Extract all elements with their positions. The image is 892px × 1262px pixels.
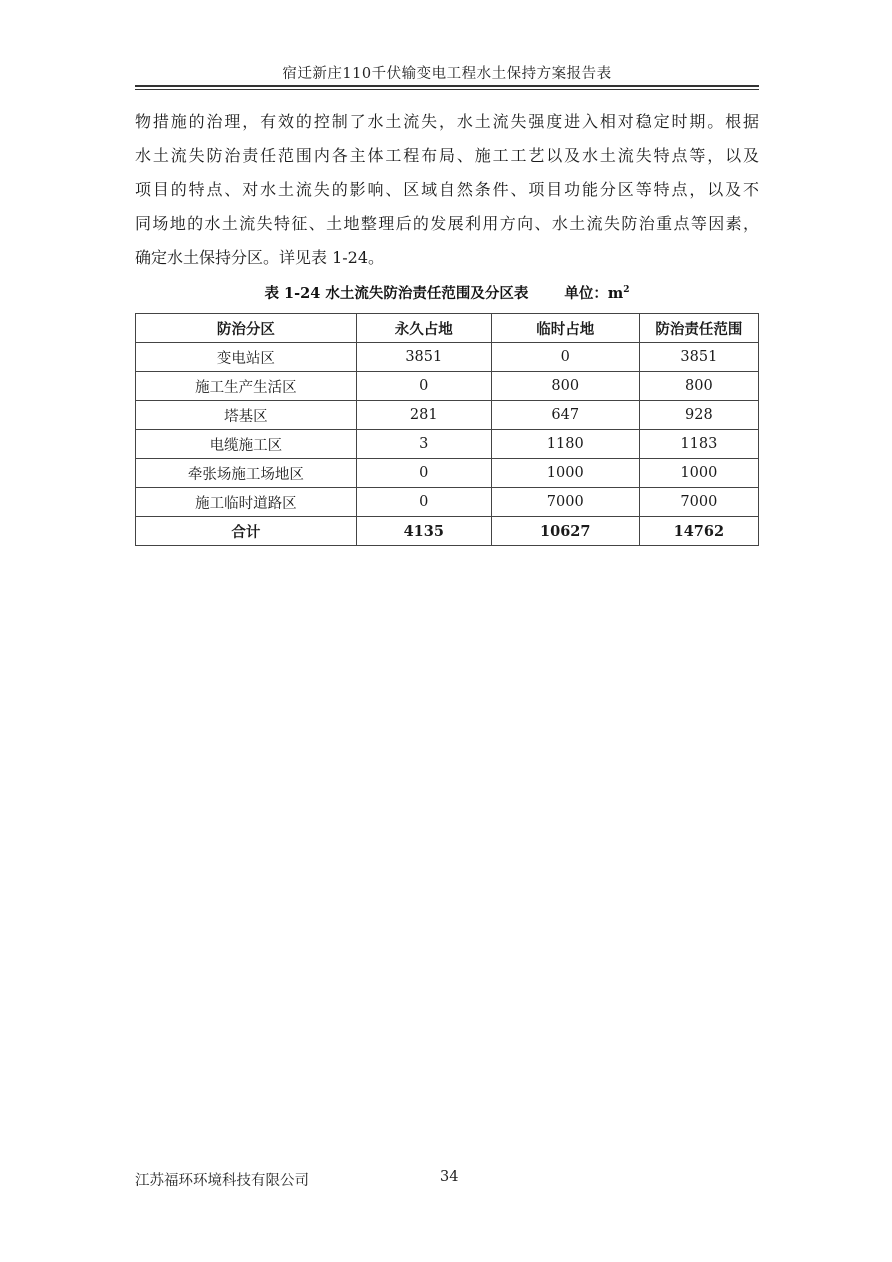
table-cell: 7000: [491, 488, 639, 517]
total-cell: 14762: [639, 517, 758, 546]
table-cell: 1000: [639, 459, 758, 488]
header-cell: 临时占地: [491, 314, 639, 343]
total-cell: 4135: [356, 517, 491, 546]
table-cell: 3851: [639, 343, 758, 372]
table-cell: 0: [356, 488, 491, 517]
table-title: 表 1-24 水土流失防治责任范围及分区表: [264, 285, 529, 302]
table-cell: 0: [491, 343, 639, 372]
paragraph-line: 同场地的水土流失特征、土地整理后的发展利用方向、水土流失防治重点等因素，: [135, 214, 759, 233]
table-row: [136, 401, 759, 430]
header-cell: 防治责任范围: [639, 314, 758, 343]
table-cell: 1000: [491, 459, 639, 488]
table-cell: 800: [639, 372, 758, 401]
table-header-row: [136, 314, 759, 343]
table-row: [136, 459, 759, 488]
page-header: 宿迁新庄110千伏输变电工程水土保持方案报告表: [282, 66, 612, 82]
paragraph-line: 物措施的治理，有效的控制了水土流失，水土流失强度进入相对稳定时期。根据: [135, 112, 759, 131]
total-cell: 10627: [491, 517, 639, 546]
table-cell: 牵张场施工场地区: [136, 459, 357, 488]
header-rule-thin: [135, 89, 759, 90]
table-cell: 1183: [639, 430, 758, 459]
table-cell: 变电站区: [136, 343, 357, 372]
table-row: [136, 430, 759, 459]
table-cell: 7000: [639, 488, 758, 517]
paragraph-line: 水土流失防治责任范围内各主体工程布局、施工工艺以及水土流失特点等，以及: [135, 146, 759, 165]
table-caption: [135, 282, 759, 303]
paragraph-line: 项目的特点、对水土流失的影响、区域自然条件、项目功能分区等特点，以及不: [135, 180, 759, 199]
page-number: 34: [440, 1169, 459, 1185]
table-row: [136, 343, 759, 372]
header-rule-thick: [135, 85, 759, 87]
table-cell: 1180: [491, 430, 639, 459]
zoning-table: [135, 313, 759, 546]
table-cell: 施工生产生活区: [136, 372, 357, 401]
table-unit: 单位：m: [564, 285, 624, 302]
table-cell: 928: [639, 401, 758, 430]
table-cell: 0: [356, 372, 491, 401]
table-cell: 800: [491, 372, 639, 401]
table-cell: 3851: [356, 343, 491, 372]
table-cell: 电缆施工区: [136, 430, 357, 459]
table-row: [136, 372, 759, 401]
paragraph-line: 确定水土保持分区。详见表 1-24。: [135, 248, 385, 267]
table-cell: 施工临时道路区: [136, 488, 357, 517]
table-cell: 281: [356, 401, 491, 430]
table-row: [136, 488, 759, 517]
body-paragraph: [135, 105, 759, 275]
table-cell: 3: [356, 430, 491, 459]
footer-company: 江苏福环环境科技有限公司: [135, 1173, 309, 1189]
header-cell: 防治分区: [136, 314, 357, 343]
table-total-row: [136, 517, 759, 546]
total-cell: 合计: [136, 517, 357, 546]
table-cell: 0: [356, 459, 491, 488]
table-cell: 647: [491, 401, 639, 430]
table-unit-superscript: 2: [623, 285, 630, 296]
header-cell: 永久占地: [356, 314, 491, 343]
table-cell: 塔基区: [136, 401, 357, 430]
